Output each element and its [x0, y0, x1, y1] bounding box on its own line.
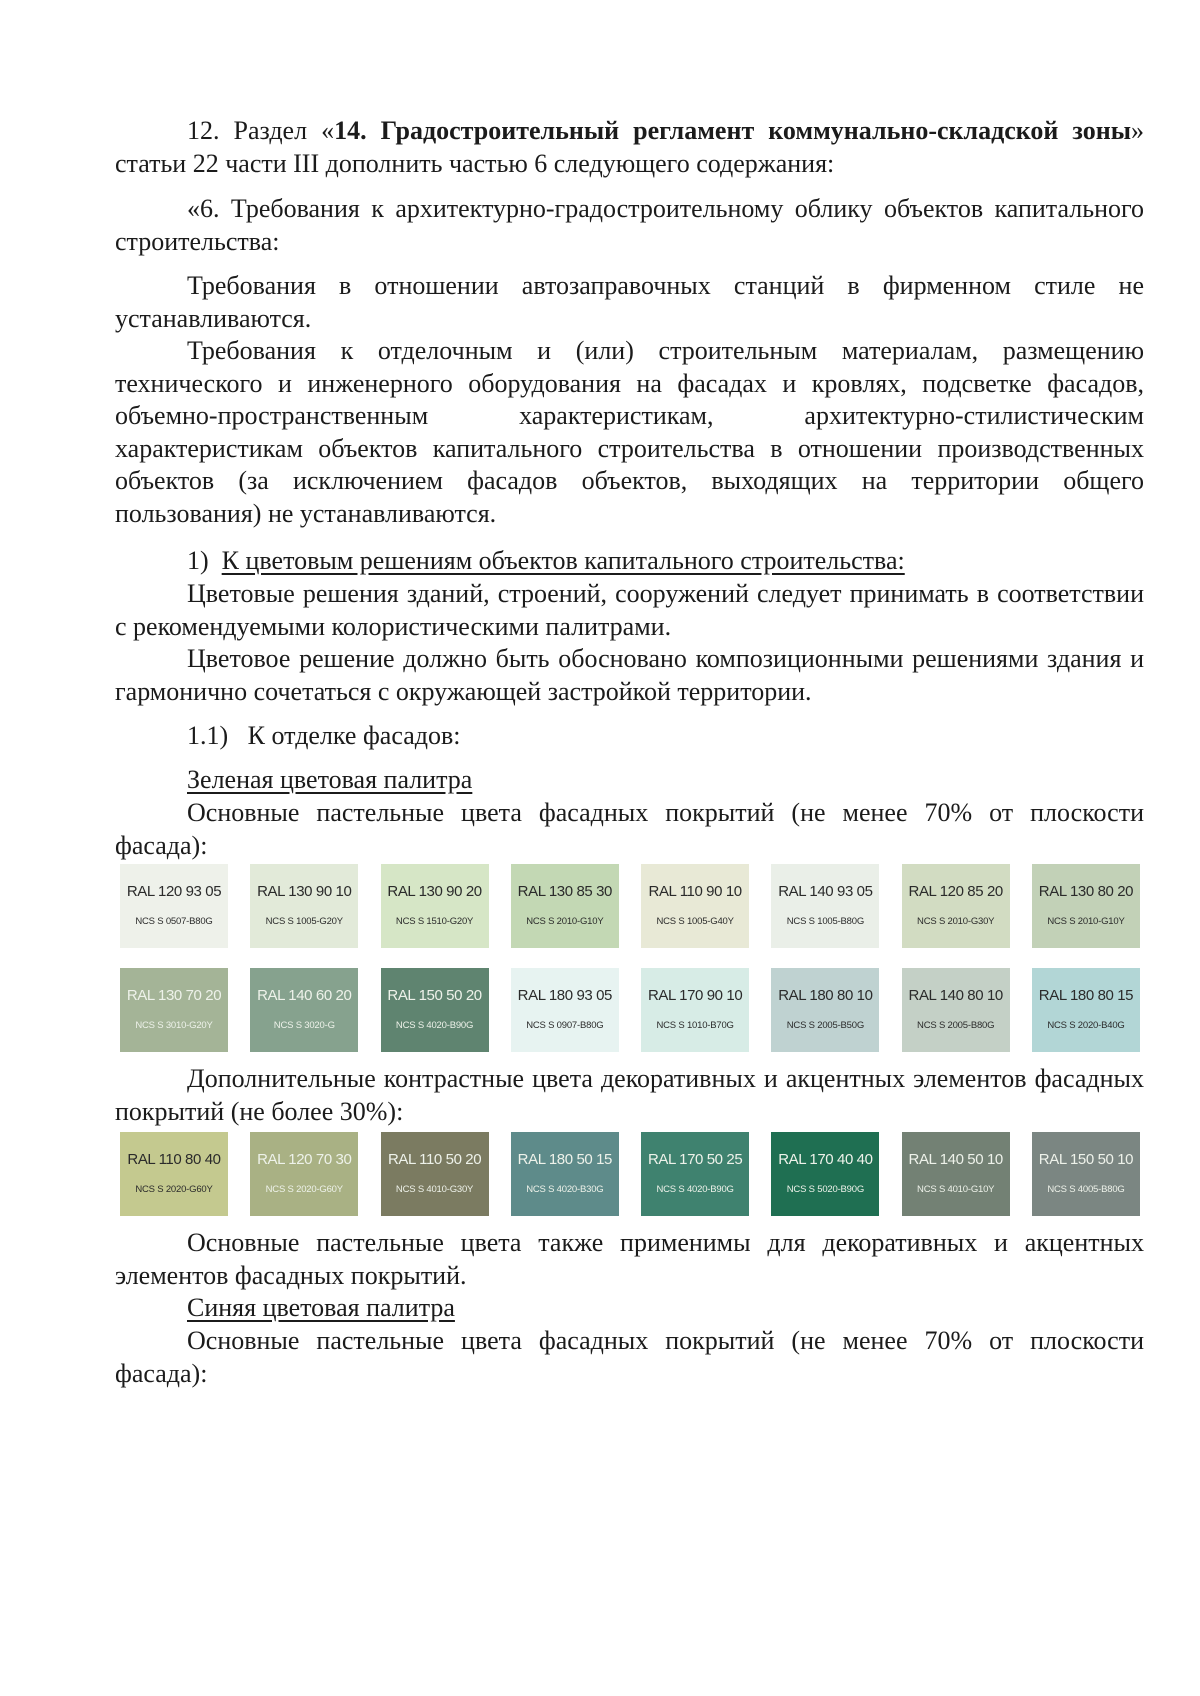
- paragraph-facade-finish: [115, 720, 1144, 753]
- color-swatch: [120, 864, 228, 948]
- swatch-ncs-code: NCS S 2020-G60Y: [135, 1184, 213, 1195]
- color-swatch: [250, 968, 358, 1052]
- swatch-ral-code: RAL 140 80 10: [908, 987, 1003, 1004]
- swatch-ncs-code: NCS S 1005-G40Y: [656, 916, 734, 927]
- swatch-row-accent: [120, 1132, 1140, 1216]
- swatch-ral-code: RAL 170 90 10: [647, 987, 743, 1004]
- swatch-ral-code: RAL 140 50 10: [908, 1151, 1003, 1168]
- swatch-ncs-code: NCS S 2005-B50G: [786, 1020, 865, 1031]
- swatch-ral-code: RAL 120 70 30: [257, 1151, 352, 1168]
- color-swatch: [120, 968, 228, 1052]
- color-swatch: [771, 864, 879, 948]
- p1-section-title: 14. Градостроительный регламент коммунально-складской зоны: [334, 116, 1131, 145]
- paragraph-6-requirements: «6. Требования к архитектурно-градостроительному облику объектов капитального строительства:: [115, 194, 1144, 256]
- swatch-ncs-code: NCS S 2020-G60Y: [265, 1184, 343, 1195]
- color-swatch: [381, 864, 489, 948]
- color-swatch: [250, 864, 358, 948]
- paragraph-palettes: Цветовые решения зданий, строений, сооружений следует принимать в соответствии с рекомендуемыми колористическими палитрами.: [115, 579, 1144, 641]
- swatch-ral-code: RAL 150 50 20: [387, 987, 482, 1004]
- swatch-ncs-code: NCS S 2010-G30Y: [917, 916, 995, 927]
- color-swatch: [511, 864, 619, 948]
- color-swatch: [902, 1132, 1010, 1216]
- swatch-ral-code: RAL 130 90 10: [257, 883, 352, 900]
- swatch-ral-code: RAL 130 90 20: [387, 883, 482, 900]
- swatch-ral-code: RAL 180 80 10: [778, 987, 873, 1004]
- color-swatch: [511, 1132, 619, 1216]
- swatch-ncs-code: NCS S 2010-G10Y: [526, 916, 604, 927]
- blue-palette-heading: Синяя цветовая палитра: [187, 1293, 455, 1322]
- swatch-ral-code: RAL 110 80 40: [127, 1151, 221, 1168]
- swatch-ral-code: RAL 130 70 20: [126, 987, 222, 1004]
- swatch-ncs-code: NCS S 1005-G20Y: [265, 916, 343, 927]
- swatch-ncs-code: NCS S 5020-B90G: [786, 1184, 865, 1195]
- color-swatch: [381, 968, 489, 1052]
- swatch-ral-code: RAL 120 85 20: [908, 883, 1003, 900]
- swatch-ncs-code: NCS S 3010-G20Y: [135, 1020, 213, 1031]
- swatch-ncs-code: NCS S 0907-B80G: [526, 1020, 604, 1031]
- color-swatch: [381, 1132, 489, 1216]
- paragraph-accent-colors: Дополнительные контрастные цвета декоративных и акцентных элементов фасадных покрытий (не более 30%):: [115, 1064, 1144, 1126]
- paragraph-gas-stations: Требования в отношении автозаправочных станций в фирменном стиле не устанавливаются.: [115, 271, 1144, 333]
- paragraph-materials: Требования к отделочным и (или) строительным материалам, размещению технического и инженерного оборудования на фасадах и кровлях, подсветке фасадов, объемно-пространственным характеристикам, архитектурно-стилистическим характеристикам объектов капитального строительства в отношении производственных объектов (за исключением фасадов объектов, выходящих на территории общего пользования) не устанавливаются.: [115, 336, 1144, 528]
- paragraph-main-colors-green: Основные пастельные цвета фасадных покрытий (не менее 70% от плоскости фасада):: [115, 798, 1144, 860]
- color-swatch: [1032, 864, 1140, 948]
- item-number-1: 1): [187, 546, 209, 575]
- swatch-ncs-code: NCS S 2005-B80G: [917, 1020, 995, 1031]
- paragraph-composition: Цветовое решение должно быть обосновано композиционными решениями здания и гармонично сочетаться с окружающей застройкой территории.: [115, 644, 1144, 706]
- color-swatch: [511, 968, 619, 1052]
- color-swatch: [250, 1132, 358, 1216]
- green-palette-heading: Зеленая цветовая палитра: [187, 765, 473, 794]
- swatch-ral-code: RAL 180 50 15: [517, 1151, 612, 1168]
- color-swatch: [120, 1132, 228, 1216]
- color-swatch: [641, 864, 749, 948]
- p1-tail: » статьи 22 части III дополнить частью 6 следующего содержания:: [115, 116, 1144, 178]
- paragraph-main-colors-blue: Основные пастельные цвета фасадных покрытий (не менее 70% от плоскости фасада):: [115, 1326, 1144, 1388]
- item-number-1-1: 1.1): [187, 721, 229, 750]
- swatch-ncs-code: NCS S 0507-B80G: [135, 916, 213, 927]
- swatch-ral-code: RAL 120 93 05: [126, 883, 222, 900]
- swatch-ncs-code: NCS S 4010-G30Y: [395, 1184, 474, 1195]
- item-title-1-1: К отделке фасадов:: [247, 721, 461, 750]
- swatch-ncs-code: NCS S 1010-B70G: [656, 1020, 734, 1031]
- swatch-ral-code: RAL 170 50 25: [647, 1151, 743, 1168]
- color-swatch: [1032, 1132, 1140, 1216]
- swatch-ral-code: RAL 180 93 05: [517, 987, 612, 1004]
- color-swatch: [771, 1132, 879, 1216]
- swatch-ncs-code: NCS S 2020-B40G: [1047, 1020, 1125, 1031]
- swatch-ral-code: RAL 180 80 15: [1038, 987, 1134, 1004]
- swatch-ral-code: RAL 110 90 10: [648, 883, 742, 900]
- color-swatch: [902, 864, 1010, 948]
- swatch-ncs-code: NCS S 1005-B80G: [786, 916, 865, 927]
- swatch-ncs-code: NCS S 4010-G10Y: [917, 1184, 995, 1195]
- paragraph-color-solutions: [115, 545, 1144, 578]
- swatch-ral-code: RAL 140 93 05: [778, 883, 873, 900]
- swatch-ral-code: RAL 150 50 10: [1038, 1151, 1134, 1168]
- swatch-ncs-code: NCS S 4020-B90G: [395, 1020, 474, 1031]
- swatch-ral-code: RAL 140 60 20: [257, 987, 352, 1004]
- swatch-ncs-code: NCS S 1510-G20Y: [395, 916, 474, 927]
- color-swatch: [771, 968, 879, 1052]
- color-swatch: [1032, 968, 1140, 1052]
- p1-lead: 12. Раздел «: [187, 116, 335, 145]
- swatch-ncs-code: NCS S 2010-G10Y: [1047, 916, 1125, 927]
- swatch-row-main-1: [120, 864, 1140, 948]
- color-swatch: [641, 968, 749, 1052]
- swatch-ncs-code: NCS S 4005-B80G: [1047, 1184, 1125, 1195]
- swatch-ncs-code: NCS S 4020-B30G: [526, 1184, 604, 1195]
- color-swatch: [902, 968, 1010, 1052]
- swatch-ral-code: RAL 110 50 20: [387, 1151, 482, 1168]
- swatch-ral-code: RAL 130 80 20: [1038, 883, 1134, 900]
- swatch-ral-code: RAL 130 85 30: [517, 883, 612, 900]
- color-swatch: [641, 1132, 749, 1216]
- paragraph-pastel-note: Основные пастельные цвета также применимы для декоративных и акцентных элементов фасадных покрытий.: [115, 1228, 1144, 1290]
- swatch-ral-code: RAL 170 40 40: [778, 1151, 873, 1168]
- swatch-ncs-code: NCS S 4020-B90G: [656, 1184, 734, 1195]
- swatch-ncs-code: NCS S 3020-G: [273, 1020, 335, 1031]
- item-title-1: К цветовым решениям объектов капитального строительства:: [221, 546, 905, 575]
- paragraph-12: [115, 115, 1144, 180]
- swatch-row-main-2: [120, 968, 1140, 1052]
